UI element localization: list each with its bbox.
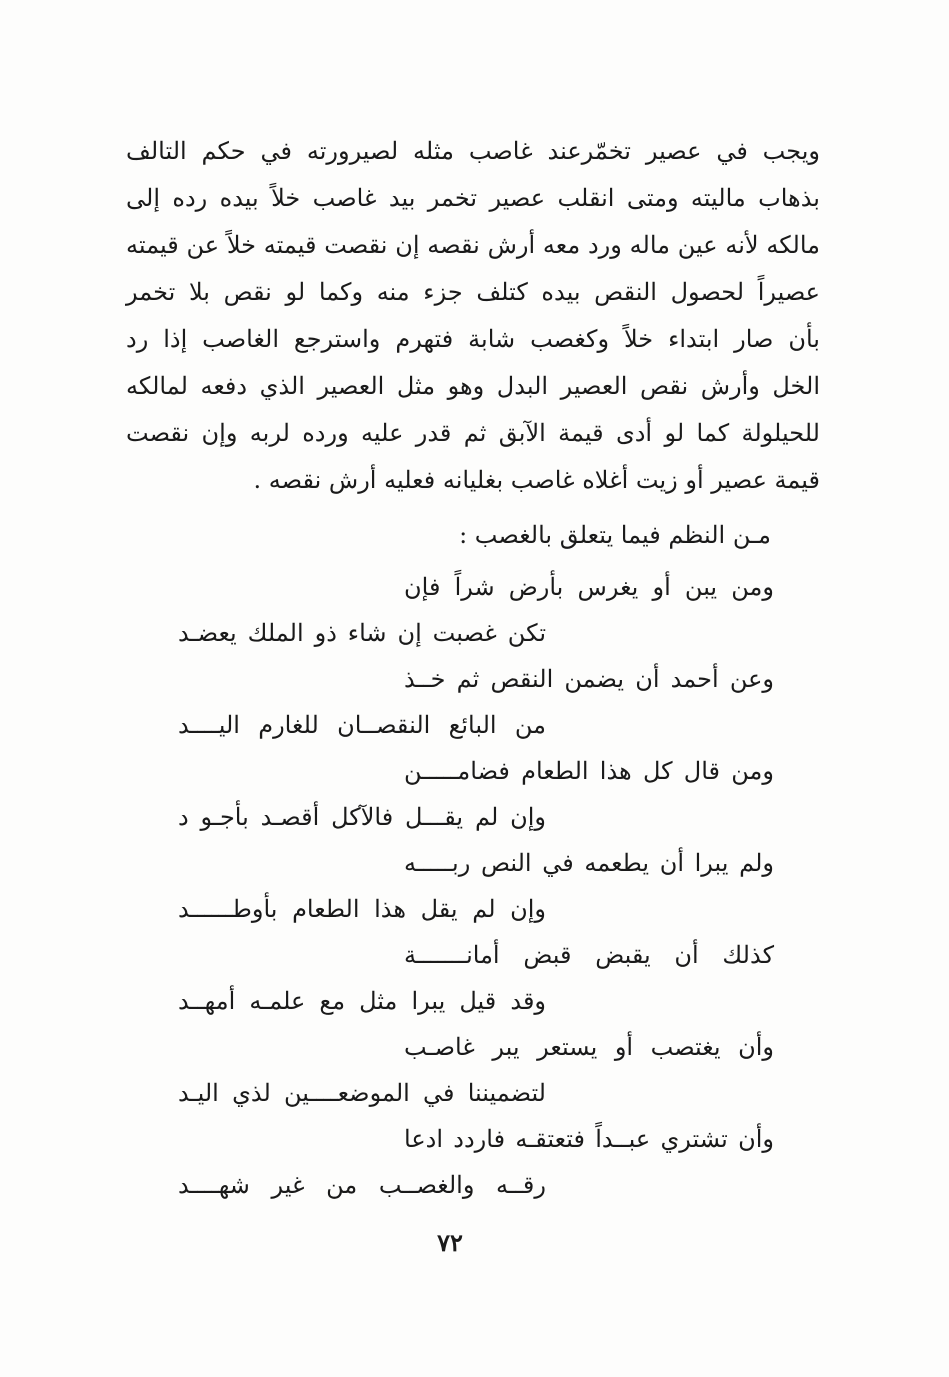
verse-first-hemistich: كذلك أن يقبض قبض أمانـــــــة xyxy=(404,941,774,969)
verse-second-hemistich: من البائع النقصــان للغارم اليــــد xyxy=(178,711,546,739)
paragraph-line: مالكه لأنه عين ماله ورد معه أرش نقصه إن نقصت قيمته خلاً عن قيمته xyxy=(126,231,820,259)
verse-first-hemistich: وأن يغتصب أو يستعر يبر غاصـب xyxy=(404,1033,774,1061)
verse-first-hemistich: وأن تشتري عبــداً فتعتقـه فاردد ادعا xyxy=(404,1125,774,1153)
paragraph-line: قيمة عصير أو زيت أغلاه غاصب بغليانه فعليه أرش نقصه . xyxy=(253,466,820,494)
paragraph-line: الخل وأرش نقص العصير البدل وهو مثل العصير الذي دفعه لمالكه xyxy=(126,372,820,400)
verse-second-hemistich: لتضميننا في الموضعــــين لذي اليـد xyxy=(178,1079,546,1107)
paragraph-line: بذهاب ماليته ومتى انقلب عصير تخمر بيد غاصب خلاً بيده رده إلى xyxy=(126,184,820,212)
paragraph-line: ويجب في عصير تخمّرعند غاصب مثله لصيرورته في حكم التالف xyxy=(126,137,820,165)
verse-first-hemistich: ومن يبن أو يغرس بأرض شراً فإن xyxy=(404,573,774,601)
page-number: ٧٢ xyxy=(437,1228,463,1257)
verse-second-hemistich: رقــه والغصــب من غير شهــــد xyxy=(178,1171,546,1199)
paragraph xyxy=(126,128,820,504)
verse-first-hemistich: ولم يبرا أن يطعمه في النص ربـــــه xyxy=(404,849,774,877)
verse-heading: مـن النظم فيما يتعلق بالغصب : xyxy=(459,521,771,549)
verse-second-hemistich: وإن لم يقـــل فالآكل أقصـد بأجـو د xyxy=(178,803,546,831)
paragraph-line: عصيراً لحصول النقص بيده كتلف جزء منه وكما لو نقص بلا تخمر xyxy=(126,278,820,306)
verse-first-hemistich: ومن قال كل هذا الطعام فضامـــــن xyxy=(404,757,774,785)
verse-first-hemistich: وعن أحمد أن يضمن النقص ثم خــذ xyxy=(404,665,774,693)
verse-second-hemistich: وقد قيل يبرا مثل مع علمـه أمهــد xyxy=(178,987,546,1015)
verse-second-hemistich: تكن غصبت إن شاء ذو الملك يعضـد xyxy=(178,619,546,647)
verse-second-hemistich: وإن لم يقل هذا الطعام بأوطــــــد xyxy=(178,895,546,923)
paragraph-line: بأن صار ابتداء خلاً وكغصب شابة فتهرم واسترجع الغاصب إذا رد xyxy=(126,325,820,353)
paragraph-line: للحيلولة كما لو أدى قيمة الآبق ثم قدر عليه ورده لربه وإن نقصت xyxy=(126,419,820,447)
